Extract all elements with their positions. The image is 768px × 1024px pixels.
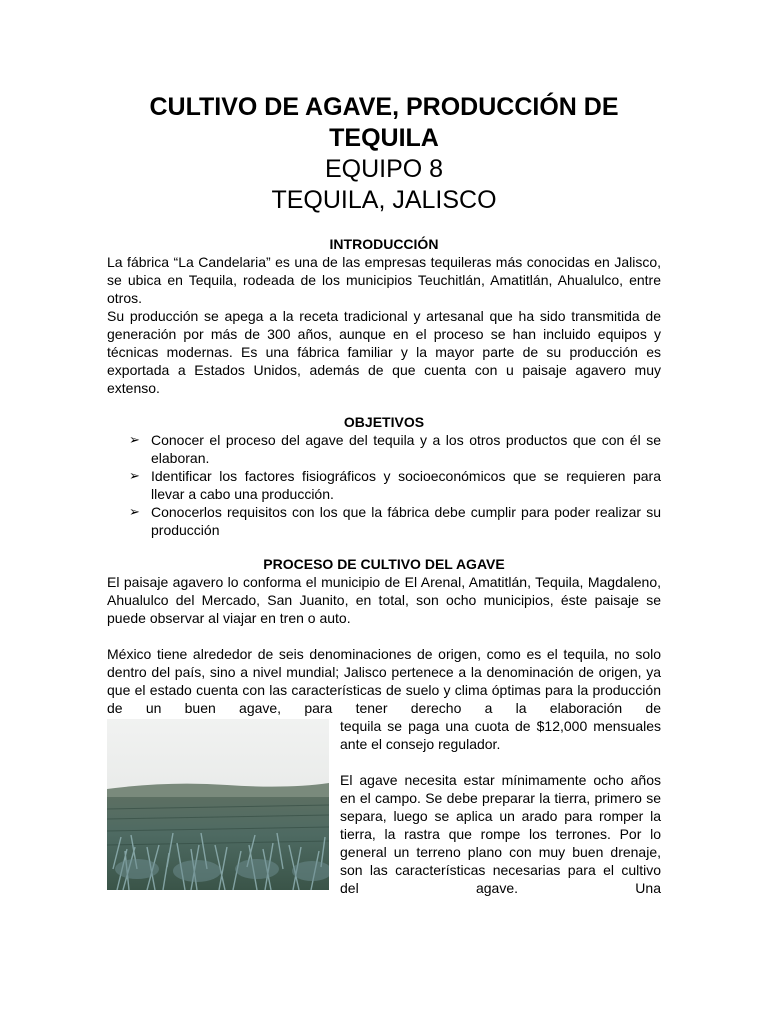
objectives-heading: OBJETIVOS [343, 414, 425, 430]
agave-field-photo [107, 719, 329, 890]
introduction-paragraph-2: Su producción se apega a la receta tradicional y artesanal que ha sido transmitida de generación por más de 300 años, aunque en el proceso se han incluido equipos y técnicas modernas. Es una fábrica familiar y la mayor parte de su producción es exportada a Estados Unidos, además de que cuenta con u paisaje agavero muy extenso. [107, 308, 661, 396]
process-paragraph-2-continued: tequila se paga una cuota de $12,000 mensuales ante el consejo regulador. [340, 718, 661, 752]
objective-item: ➢ Identificar los factores fisiográficos y socioeconómicos que se requieren para llevar a cabo una producción. [129, 468, 661, 502]
arrow-bullet-icon: ➢ [129, 468, 140, 483]
objective-item: ➢ Conocerlos requisitos con los que la fábrica debe cumplir para poder realizar su producción [129, 504, 661, 538]
process-paragraph-3: El agave necesita estar mínimamente ocho años en el campo. Se debe preparar la tierra, primero se separa, luego se aplica un arado para romper la tierra, la rastra que rompe los terrones. Por lo general un terreno plano con muy buen drenaje, son las características necesarias para el cultivo del agave. Una [340, 772, 661, 896]
document-page [107, 92, 661, 897]
objectives-list [107, 431, 661, 539]
document-title: CULTIVO DE AGAVE, PRODUCCIÓN DE TEQUILA [149, 93, 619, 152]
process-heading: PROCESO DE CULTIVO DEL AGAVE [263, 556, 505, 572]
arrow-bullet-icon: ➢ [129, 432, 140, 447]
location: TEQUILA, JALISCO [271, 186, 497, 214]
introduction-heading: INTRODUCCIÓN [329, 236, 439, 252]
introduction-paragraph-1: La fábrica “La Candelaria” es una de las empresas tequileras más conocidas en Jalisco, se ubica en Tequila, rodeada de los municipios Teuchitlán, Amatitlán, Ahualulco, entre otros. [107, 254, 661, 306]
arrow-bullet-icon: ➢ [129, 504, 140, 519]
team-name: EQUIPO 8 [324, 155, 444, 183]
objective-item: ➢ Conocer el proceso del agave del tequila y a los otros productos que con él se elaboran. [129, 432, 661, 466]
process-paragraph-2: México tiene alrededor de seis denominaciones de origen, como es el tequila, no solo dentro del país, sino a nivel mundial; Jalisco pertenece a la denominación de origen, ya que el estado cuenta con las características de suelo y clima óptimas para la producción de un buen agave, para tener derecho a la elaboración de [107, 646, 661, 716]
process-paragraph-1: El paisaje agavero lo conforma el municipio de El Arenal, Amatitlán, Tequila, Magdaleno, Ahualulco del Mercado, San Juanito, en total, son ocho municipios, éste paisaje se puede observar al viajar en tren o auto. [107, 574, 661, 626]
